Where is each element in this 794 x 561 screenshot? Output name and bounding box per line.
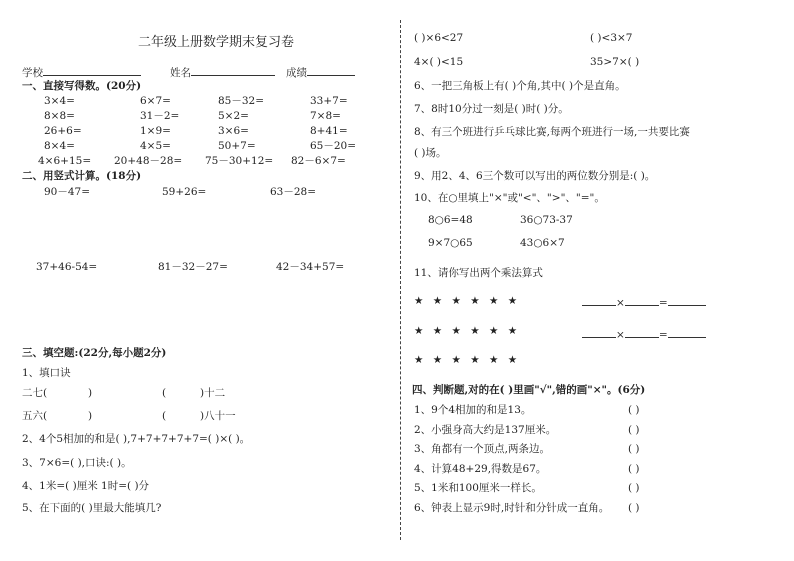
vertical-calc: 42－34+57= <box>276 261 345 273</box>
question: 8、有三个班进行乒乓球比赛,每两个班进行一场,一共要比赛 <box>414 126 690 138</box>
oral-calc-item: 7×8= <box>310 110 341 122</box>
question: 4、1米=( )厘米 1时=( )分 <box>22 480 150 492</box>
oral-calc-item: 33+7= <box>310 95 348 107</box>
vertical-calc: 81－32－27= <box>158 261 228 273</box>
score-label: 成绩 <box>286 66 355 79</box>
question: 11、请你写出两个乘法算式 <box>414 267 543 279</box>
section2-heading: 二、用竖式计算。(18分) <box>22 170 142 182</box>
judgement-item: 5、1米和100厘米一样长。 <box>414 482 542 494</box>
judgement-item: 3、角都有一个顶点,两条边。 <box>414 443 551 455</box>
oral-calc-item: 20+48－28= <box>114 155 183 167</box>
question: 五六( <box>22 410 48 422</box>
section1-heading: 一、直接写得数。(20分) <box>22 80 142 92</box>
question: 1、填口诀 <box>22 367 71 379</box>
vertical-calc: 90－47= <box>44 186 91 198</box>
page-title: 二年级上册数学期末复习卷 <box>138 35 295 50</box>
oral-calc-item: 75－30+12= <box>205 155 274 167</box>
star-row: ★ ★ ★ ★ ★ ★ <box>414 295 521 307</box>
star-row: ★ ★ ★ ★ ★ ★ <box>414 325 521 337</box>
answer-paren[interactable]: ( ) <box>628 404 640 416</box>
oral-calc-item: 31－2= <box>140 110 180 122</box>
question: )十二 <box>200 387 226 399</box>
oral-calc-item: 4×6+15= <box>38 155 92 167</box>
vertical-calc: 59+26= <box>162 186 207 198</box>
score-blank[interactable] <box>307 66 355 76</box>
judgement-item: 1、9个4相加的和是13。 <box>414 404 532 416</box>
question: ( <box>162 410 167 422</box>
vertical-calc: 37+46-54= <box>36 261 98 273</box>
question: 36○73-37 <box>520 214 573 226</box>
oral-calc-item: 82－6×7= <box>291 155 346 167</box>
question: 10、在○里填上"×"或"<"、">"、"="。 <box>414 192 605 204</box>
answer-paren[interactable]: ( ) <box>628 423 640 436</box>
question: 3、7×6=( ),口诀:( )。 <box>22 457 132 469</box>
oral-calc-item: 8+41= <box>310 125 348 137</box>
oral-calc-item: 8×4= <box>44 140 75 152</box>
question: ) <box>88 387 93 399</box>
question: 9×7○65 <box>428 237 473 249</box>
question: ( <box>162 387 167 399</box>
oral-calc-item: 8×8= <box>44 110 75 122</box>
answer-paren[interactable]: ( ) <box>628 443 640 455</box>
oral-calc-item: 5×2= <box>218 110 249 122</box>
question: 9、用2、4、6三个数可以写出的两位数分别是:( )。 <box>414 170 656 182</box>
oral-calc-item: 85－32= <box>218 95 265 107</box>
question: 6、一把三角板上有( )个角,其中( )个是直角。 <box>414 80 626 92</box>
question: ( )<3×7 <box>590 32 633 44</box>
multiplication-blanks[interactable]: × = <box>582 296 706 309</box>
oral-calc-item: 3×6= <box>218 125 249 137</box>
star-row: ★ ★ ★ ★ ★ ★ <box>414 354 521 366</box>
question: 43○6×7 <box>520 237 565 249</box>
question: ( )×6<27 <box>414 32 464 44</box>
question: 8○6=48 <box>428 214 473 226</box>
question: ( )场。 <box>414 147 447 159</box>
oral-calc-item: 65－20= <box>310 140 357 152</box>
question: 35>7×( ) <box>590 56 640 68</box>
question: 7、8时10分过一刻是( )时( )分。 <box>414 103 569 115</box>
question: 2、4个5相加的和是( ),7+7+7+7+7=( )×( )。 <box>22 433 251 445</box>
answer-paren[interactable]: ( ) <box>628 462 640 475</box>
question: ) <box>88 410 93 422</box>
judgement-item: 2、小强身高大约是137厘米。 <box>414 423 557 436</box>
oral-calc-item: 26+6= <box>44 125 82 137</box>
section4-heading: 四、判断题,对的在( )里画"√",错的画"×"。(6分) <box>412 384 646 396</box>
question: 二七( <box>22 387 48 399</box>
page-divider <box>400 20 401 540</box>
judgement-item: 4、计算48+29,得数是67。 <box>414 462 547 475</box>
question: 5、在下面的( )里最大能填几? <box>22 502 162 514</box>
answer-paren[interactable]: ( ) <box>628 482 640 494</box>
question: )八十一 <box>200 410 236 422</box>
oral-calc-item: 3×4= <box>44 95 75 107</box>
oral-calc-item: 1×9= <box>140 125 171 137</box>
oral-calc-item: 4×5= <box>140 140 171 152</box>
section3-heading: 三、填空题:(22分,每小题2分) <box>22 347 167 359</box>
question: 4×( )<15 <box>414 56 464 68</box>
judgement-item: 6、钟表上显示9时,时针和分针成一直角。 <box>414 501 610 514</box>
vertical-calc: 63－28= <box>270 186 317 198</box>
oral-calc-item: 6×7= <box>140 95 171 107</box>
school-blank[interactable] <box>43 66 141 76</box>
multiplication-blanks[interactable]: × = <box>582 328 706 341</box>
name-blank[interactable] <box>191 66 275 76</box>
oral-calc-item: 50+7= <box>218 140 256 152</box>
answer-paren[interactable]: ( ) <box>628 501 640 514</box>
name-label: 姓名 <box>170 66 275 79</box>
school-label: 学校 <box>22 66 141 79</box>
